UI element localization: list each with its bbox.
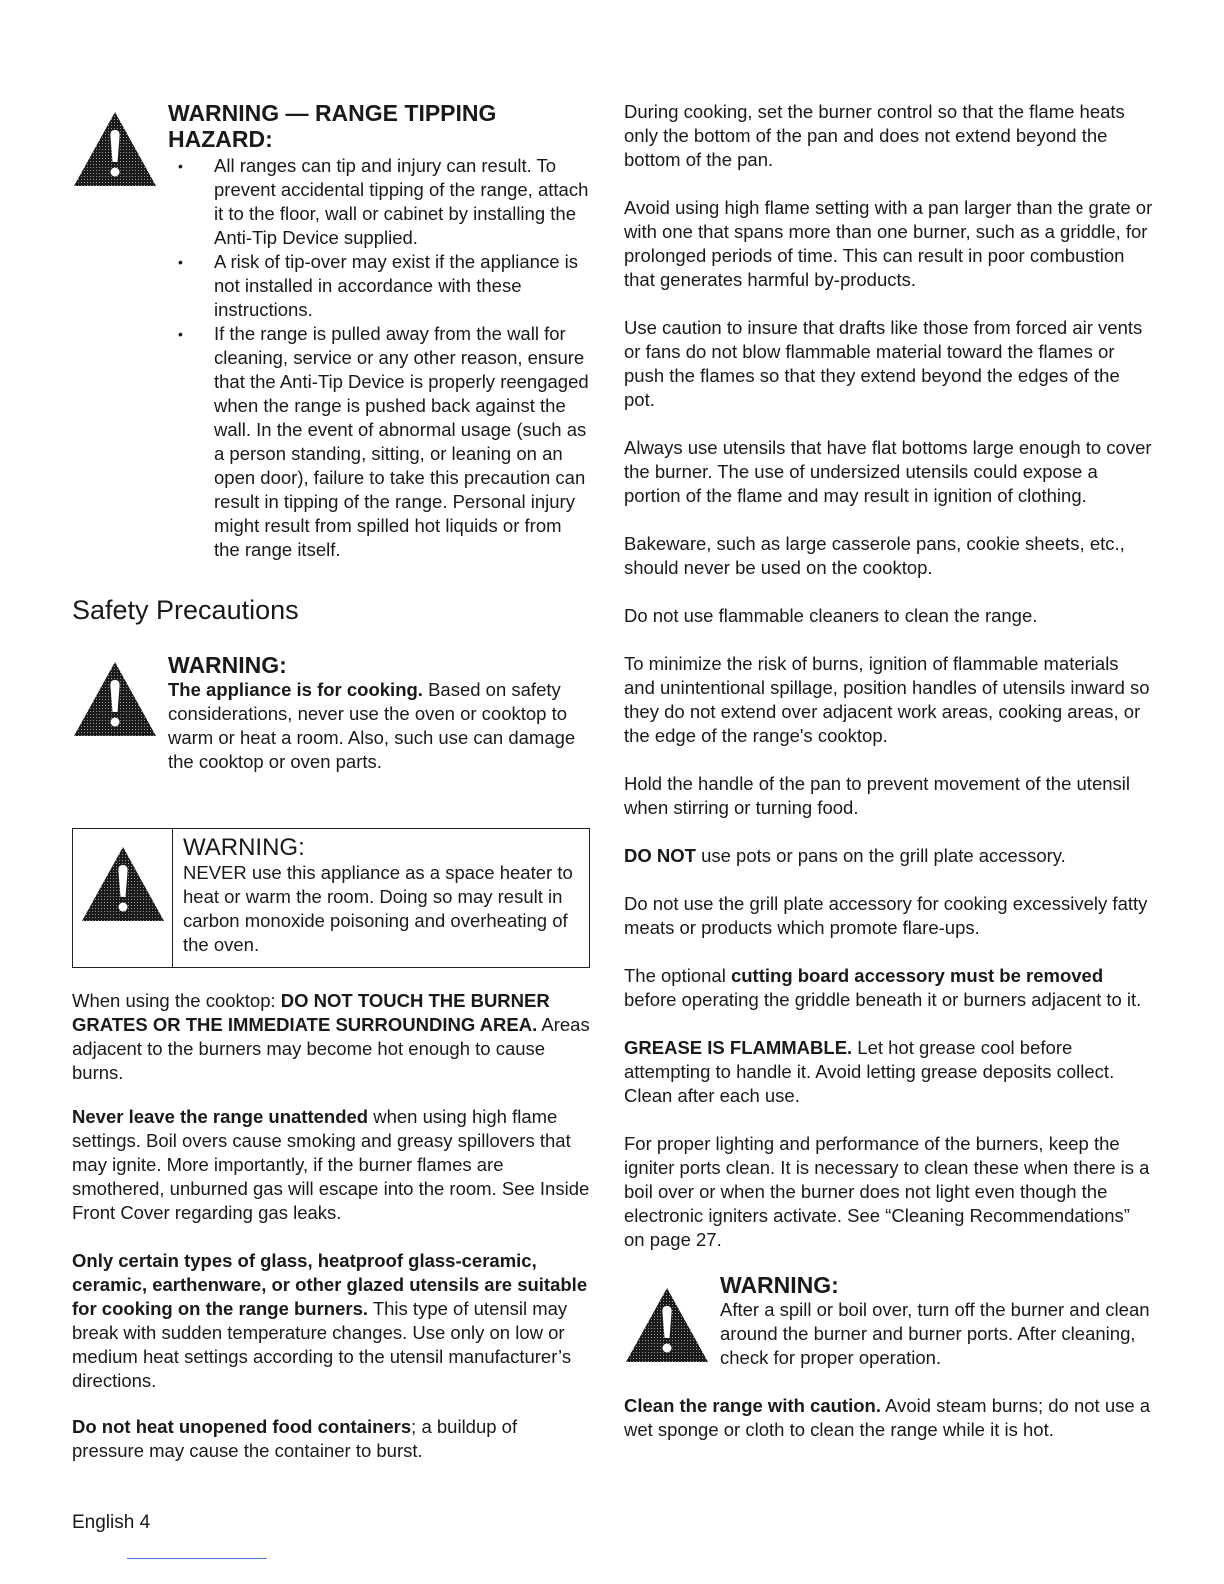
paragraph: Hold the handle of the pan to prevent movement of the utensil when stirring or turning food.	[624, 773, 1130, 818]
paragraph: Do not use the grill plate accessory for cooking excessively fatty meats or products which promote flare-ups.	[624, 893, 1148, 938]
paragraph: During cooking, set the burner control so that the flame heats only the bottom of the pan and does not extend beyond the bottom of the pan.	[624, 101, 1125, 170]
cooking-warning	[72, 652, 592, 782]
footer-rule	[127, 1558, 267, 1559]
paragraph: Always use utensils that have flat bottoms large enough to cover the burner. The use of undersized utensils could expose a portion of the flame and may result in ignition of clothing.	[624, 437, 1152, 506]
paragraph: When using the cooktop: DO NOT TOUCH THE BURNER GRATES OR THE IMMEDIATE SURROUNDING AREA. Areas adjacent to the burners may become hot enough to cause burns.	[72, 990, 590, 1083]
warning-triangle-icon	[72, 110, 158, 188]
warning-triangle-icon	[624, 1286, 710, 1364]
list-item: • All ranges can tip and injury can result. To prevent accidental tipping of the range, attach it to the floor, wall or cabinet by installing the Anti-Tip Device supplied.	[168, 154, 592, 250]
warning-triangle-icon	[80, 845, 166, 923]
list-item: • A risk of tip-over may exist if the appliance is not installed in accordance with these instructions.	[168, 250, 592, 322]
paragraph: For proper lighting and performance of the burners, keep the igniter ports clean. It is necessary to clean these when there is a boil over or when the burner does not light even though the electronic igniters activate. See “Cleaning Recommendations” on page 27.	[624, 1133, 1150, 1250]
paragraph: Do not use flammable cleaners to clean the range.	[624, 605, 1038, 626]
paragraph: Bakeware, such as large casserole pans, cookie sheets, etc., should never be used on the cooktop.	[624, 533, 1125, 578]
bullet-list	[168, 154, 592, 562]
warning-triangle-icon	[72, 660, 158, 738]
warning-text: The appliance is for cooking. Based on safety considerations, never use the oven or cooktop to warm or heat a room. Also, such use can damage the cooktop or oven parts.	[168, 679, 576, 772]
left-column	[72, 100, 592, 1461]
warning-text: After a spill or boil over, turn off the burner and clean around the burner and burner ports. After cleaning, check for proper operation.	[720, 1299, 1150, 1368]
spill-warning	[624, 1272, 1154, 1382]
right-column	[624, 100, 1154, 1442]
precautions-text	[72, 989, 592, 1463]
range-tipping-warning	[72, 100, 592, 570]
paragraph: Do not heat unopened food containers; a buildup of pressure may cause the container to burst.	[72, 1416, 518, 1461]
paragraph: DO NOT use pots or pans on the grill plate accessory.	[624, 845, 1066, 866]
list-item: • If the range is pulled away from the wall for cleaning, service or any other reason, ensure that the Anti-Tip Device is properly reengaged when the range is pushed back against the wall. In the event of abnormal usage (such as a person standing, sitting, or leaning on an open door), failure to take this precaution can result in tipping of the range. Personal injury might result from spilled hot liquids or from the range itself.	[168, 322, 592, 562]
paragraph: Only certain types of glass, heatproof glass-ceramic, ceramic, earthenware, or other glazed utensils are suitable for cooking on the range burners. This type of utensil may break with sudden temperature changes. Use only on low or medium heat settings according to the utensil manufacturer’s directions.	[72, 1250, 588, 1391]
warning-title: WARNING:	[720, 1272, 839, 1298]
paragraph: Clean the range with caution. Avoid steam burns; do not use a wet sponge or cloth to clean the range while it is hot.	[624, 1395, 1151, 1440]
divider	[172, 829, 173, 967]
paragraph: GREASE IS FLAMMABLE. Let hot grease cool before attempting to handle it. Avoid letting grease deposits collect. Clean after each use.	[624, 1037, 1115, 1106]
boxed-warning	[72, 828, 590, 968]
warning-text: NEVER use this appliance as a space heater to heat or warm the room. Doing so may result in carbon monoxide poisoning and overheating of the oven.	[183, 862, 573, 955]
warning-title: WARNING — RANGE TIPPING	[168, 100, 497, 126]
paragraph: To minimize the risk of burns, ignition of flammable materials and unintentional spillage, position handles of utensils inward so they do not extend over adjacent work areas, cooking areas, or the edge of the range's cooktop.	[624, 653, 1150, 746]
page-number: English 4	[72, 1512, 151, 1533]
paragraph: Avoid using high flame setting with a pan larger than the grate or with one that spans more than one burner, such as a griddle, for prolonged periods of time. This can result in poor combustion that generates harmful by-products.	[624, 197, 1153, 290]
paragraph: The optional cutting board accessory must be removed before operating the griddle beneath it or burners adjacent to it.	[624, 965, 1142, 1010]
paragraph: Never leave the range unattended when using high flame settings. Boil overs cause smoking and greasy spillovers that may ignite. More importantly, if the burner flames are smothered, unburned gas will escape into the room. See Inside Front Cover regarding gas leaks.	[72, 1106, 590, 1223]
warning-title: HAZARD:	[168, 126, 273, 152]
section-title: Safety Precautions	[72, 595, 299, 625]
warning-title: WARNING:	[183, 834, 305, 861]
paragraph: Use caution to insure that drafts like those from forced air vents or fans do not blow flammable material toward the flames or push the flames so that they extend beyond the edges of the pot.	[624, 317, 1143, 410]
warning-title: WARNING:	[168, 652, 287, 678]
